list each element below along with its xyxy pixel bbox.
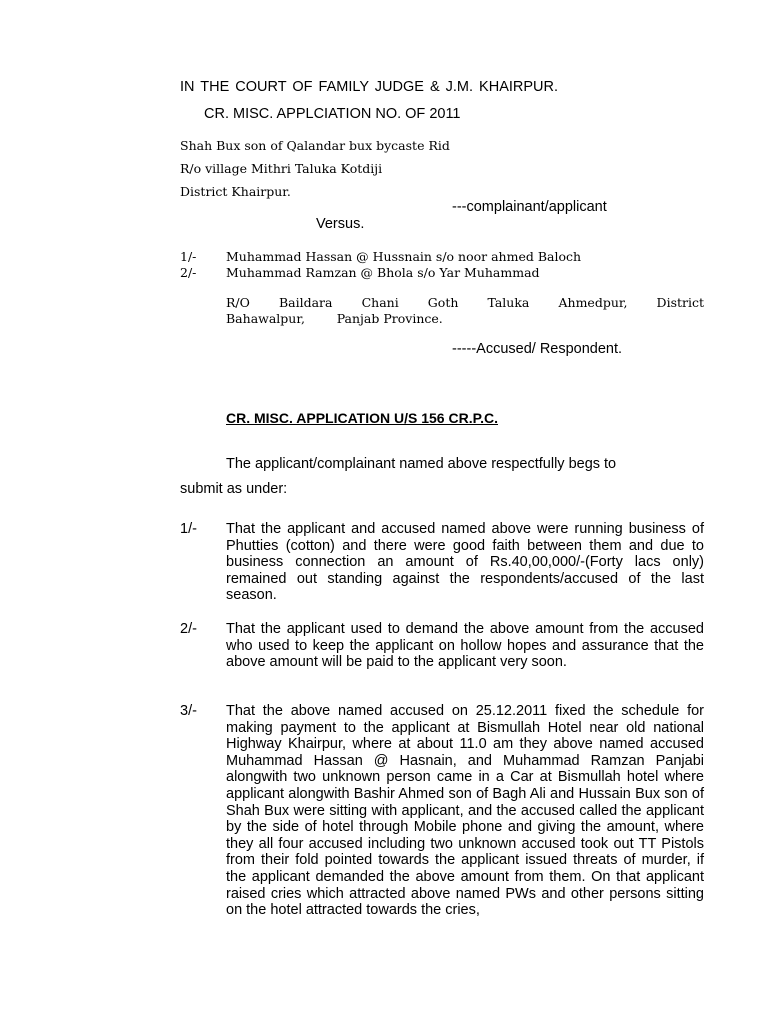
- paragraph-number: 2/-: [180, 621, 197, 637]
- application-title: CR. MISC. APPLICATION U/S 156 CR.P.C.: [226, 410, 499, 426]
- versus-label: Versus.: [316, 216, 365, 232]
- accused-number: 1/-: [180, 249, 197, 264]
- accused-name: Muhammad Ramzan @ Bhola s/o Yar Muhammad: [226, 265, 540, 280]
- accused-residence: R/O Baildara Chani Goth Taluka Ahmedpur, District: [226, 295, 704, 310]
- paragraph-text: That the above named accused on 25.12.2011 fixed the schedule for making payment to the applicant at Bismullah Hotel near old national Highway Khairpur, where at about 11.0 am they above named accused Muhammad Hassan @ Hasnain, and Muhammad Ramzan Panjabi alongwith two unknown person came in a Car at Bismullah hotel where applicant alongwith Bashir Ahmed son of Bagh Ali and Hussain Bux son of Shah Bux were sitting with applicant, and the accused called the applicant by the side of hotel through Mobile phone and giving the amount, where they all four accused including two unknown accused took out TT Pistols from their fold pointed towards the applicant issued threats of murder, if the applicant demanded the above amount from them. On that applicant raised cries which attracted above named PWs and other persons sitting on the hotel attracted towards the cries,: [226, 703, 704, 919]
- intro-text-continued: submit as under:: [180, 481, 288, 497]
- complainant-district: District Khairpur.: [180, 184, 291, 199]
- accused-number: 2/-: [180, 265, 197, 280]
- intro-text: The applicant/complainant named above respectfully begs to: [226, 456, 617, 472]
- paragraph-number: 1/-: [180, 521, 197, 537]
- court-heading: IN THE COURT OF FAMILY JUDGE & J.M. KHAIRPUR.: [180, 79, 559, 95]
- application-number-heading: CR. MISC. APPLCIATION NO. OF 2011: [204, 106, 461, 122]
- accused-name: Muhammad Hassan @ Hussnain s/o noor ahmed Baloch: [226, 249, 582, 264]
- complainant-role: ---complainant/applicant: [452, 199, 607, 215]
- paragraph-number: 3/-: [180, 703, 197, 719]
- paragraph-text: That the applicant and accused named above were running business of Phutties (cotton) and there were good faith between them and due to business connection an amount of Rs.40,00,000/-(Forty lacs only) remained out standing against the respondents/accused of the last season.: [226, 521, 704, 604]
- accused-residence-district: Bahawalpur, Panjab Province.: [226, 311, 443, 326]
- accused-role: -----Accused/ Respondent.: [452, 341, 623, 357]
- paragraph-text: That the applicant used to demand the above amount from the accused who used to keep the applicant on hollow hopes and assurance that the above amount will be paid to the applicant very soon.: [226, 621, 704, 671]
- complainant-name: Shah Bux son of Qalandar bux bycaste Rid: [180, 138, 450, 153]
- complainant-address: R/o village Mithri Taluka Kotdiji: [180, 161, 383, 176]
